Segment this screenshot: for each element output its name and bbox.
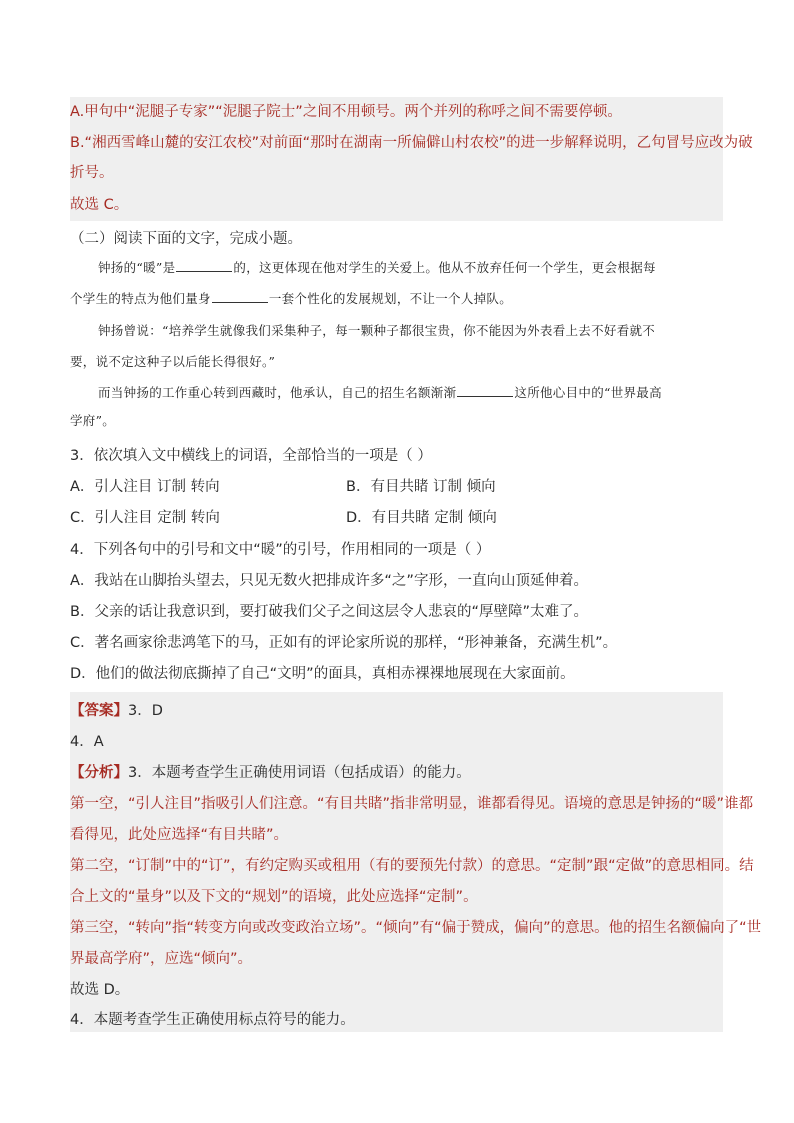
- analysis-blank-3-cont: 界最高学府”，应选“倾向”。: [70, 951, 253, 967]
- passage-line: 钟扬曾说：“培养学生就像我们采集种子，每一颗种子都很宝贵，你不能因为外表看上去不好看就不: [98, 323, 656, 338]
- analysis-choose: 故选 C。: [70, 197, 129, 213]
- answer-3: 3．D: [128, 703, 163, 719]
- answer-analysis-block: [70, 692, 762, 1032]
- q3-option-b[interactable]: B．有目共睹 订制 倾向: [346, 479, 496, 495]
- analysis-option-b: B.“湘西雪峰山麓的安江农校”对前面“那时在湖南一所偏僻山村农校”的进一步解释说明，乙句冒号应改为破: [70, 135, 753, 151]
- analysis-tag: 【分析】: [70, 765, 128, 781]
- passage-line: 钟扬的“暖”是 的，这更体现在他对学生的关爱上。他从不放弃任何一个学生，更会根据每: [98, 260, 656, 275]
- passage-line: 要，说不定这种子以后能长得很好。”: [70, 354, 276, 369]
- analysis-blank-1-cont: 看得见，此处应选择“有目共睹”。: [70, 827, 289, 843]
- analysis-blank-2: 第二空，“订制”中的“订”，有约定购买或租用（有的要预先付款）的意思。“定制”跟“定做”的意思相同。结: [70, 858, 754, 874]
- section-header: [70, 227, 723, 251]
- analysis-blank-1: 第一空，“引人注目”指吸引人们注意。“有目共睹”指非常明显，谁都看得见。语境的意思是钟扬的“暖”谁都: [70, 796, 754, 812]
- passage-line: 而当钟扬的工作重心转到西藏时，他承认，自己的招生名额渐渐 这所他心目中的“世界最高: [98, 385, 662, 400]
- q4-option-a[interactable]: A．我站在山脚抬头望去，只见无数火把排成许多“之”字形，一直向山顶延伸着。: [70, 573, 588, 589]
- reading-passage: [70, 256, 723, 406]
- fill-blank-2: [212, 290, 268, 303]
- analysis-line: [70, 763, 471, 783]
- analysis-blank-3: 第三空，“转向”指“转变方向或改变政治立场”。“倾向”有“偏于赞成，偏向”的意思。他的招生名额偏向了“世: [70, 920, 762, 936]
- answer-4: 4．A: [70, 734, 104, 750]
- q3-option-a[interactable]: A．引人注目 订制 转向: [70, 479, 220, 495]
- analysis-choose: 故选 D。: [70, 982, 130, 998]
- fill-blank-3: [457, 384, 513, 397]
- analysis-q4-intro: 4．本题考查学生正确使用标点符号的能力。: [70, 1012, 355, 1028]
- analysis-option-a: A.甲句中“泥腿子专家”“泥腿子院士”之间不用顿号。两个并列的称呼之间不需要停顿。: [70, 104, 622, 120]
- q3-option-d[interactable]: D．有目共睹 定制 倾向: [346, 510, 497, 526]
- q4-option-c[interactable]: C．著名画家徐悲鸿笔下的马，正如有的评论家所说的那样，“形神兼备，充满生机”。: [70, 635, 618, 651]
- analysis-option-b-cont: 折号。: [70, 165, 114, 181]
- passage-line: 学府”。: [70, 413, 116, 428]
- previous-analysis-block: [70, 97, 753, 221]
- question-3: [70, 444, 723, 534]
- answer-line: [70, 701, 163, 721]
- analysis-blank-2-cont: 合上文的“量身”以及下文的“规划”的语境，此处应选择“定制”。: [70, 889, 478, 905]
- q4-option-d[interactable]: D．他们的做法彻底撕掉了自己“文明”的面具，真相赤裸裸地展现在大家面前。: [70, 666, 575, 682]
- fill-blank-1: [176, 259, 232, 272]
- answer-tag: 【答案】: [70, 703, 128, 719]
- q4-option-b[interactable]: B．父亲的话让我意识到，要打破我们父子之间这层令人悲哀的“厚壁障”太难了。: [70, 604, 588, 620]
- passage-line: 个学生的特点为他们量身 一套个性化的发展规划，不让一个人掉队。: [70, 291, 513, 306]
- section-title: （二）阅读下面的文字，完成小题。: [70, 231, 302, 247]
- question-4: [70, 538, 723, 688]
- analysis-intro: 3．本题考查学生正确使用词语（包括成语）的能力。: [128, 765, 471, 781]
- reading-passage-end: [70, 411, 723, 433]
- question-4-stem: 4．下列各句中的引号和文中“暖”的引号，作用相同的一项是（ ）: [70, 542, 491, 558]
- q3-option-c[interactable]: C．引人注目 定制 转向: [70, 510, 220, 526]
- question-3-stem: 3．依次填入文中横线上的词语，全部恰当的一项是（ ）: [70, 448, 432, 464]
